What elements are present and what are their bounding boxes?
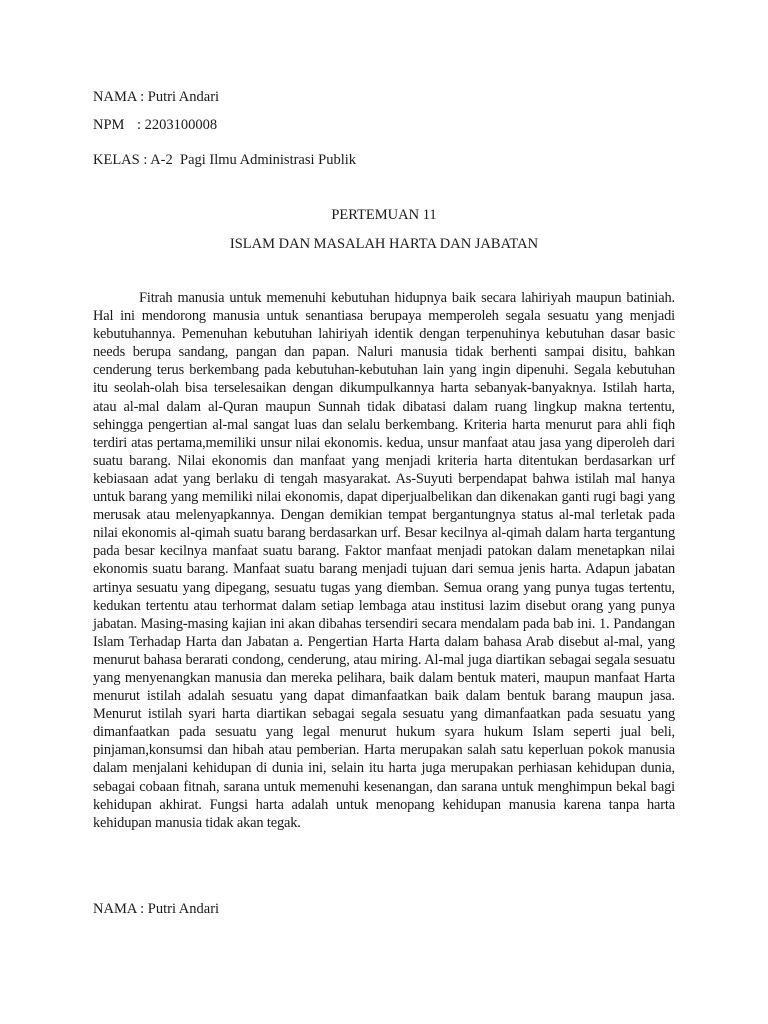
footer-student-name: NAMA : Putri Andari: [93, 901, 220, 917]
body-paragraph: Fitrah manusia untuk memenuhi kebutuhan hidupnya baik secara lahiriyah maupun batiniah. Hal ini mendorong manusia untuk senantiasa berupaya memperoleh segala sesuatu yang menjadi kebutuhannya. Pemenuhan kebutuhan lahiriyah identik dengan terpenuhinya kebutuhan dasar basic needs berupa sandang, pangan dan papan. Naluri manusia tidak berhenti sampai disitu, bahkan cenderung terus berkembang pada kebutuhan-kebutuhan lain yang ingin dipenuhi. Segala kebutuhan itu seolah-olah bisa terselesaikan dengan dikumpulkannya harta sebanyak-banyaknya. Istilah harta, atau al-mal dalam al-Quran maupun Sunnah tidak dibatasi dalam ruang lingkup makna tertentu, sehingga pengertian al-mal sangat luas dan selalu berkembang. Kriteria harta menurut para ahli fiqh terdiri atas pertama,memiliki unsur nilai ekonomis. kedua, unsur manfaat atau jasa yang diperoleh dari suatu barang. Nilai ekonomis dan manfaat yang menjadi kriteria harta ditentukan berdasarkan urf kebiasaan adat yang berlaku di tengah masyarakat. As-Suyuti berpendapat bahwa istilah mal hanya untuk barang yang memiliki nilai ekonomis, dapat diperjualbelikan dan dikenakan ganti rugi bagi yang merusak atau melenyapkannya. Dengan demikian tempat bergantungnya status al-mal terletak pada nilai ekonomis al-qimah suatu barang berdasarkan urf. Besar kecilnya al-qimah dalam harta tergantung pada besar kecilnya manfaat suatu barang. Faktor manfaat menjadi patokan dalam menetapkan nilai ekonomis suatu barang. Manfaat suatu barang menjadi tujuan dari semua jenis harta. Adapun jabatan artinya sesuatu yang dipegang, sesuatu tugas yang diemban. Semua orang yang punya tugas tertentu, kedukan tertentu atau terhormat dalam setiap lembaga atau institusi lazim disebut orang yang punya jabatan. Masing-masing kajian ini akan dibahas tersendiri secara mendalam pada bab ini. 1. Pandangan Islam Terhadap Harta dan Jabatan a. Pengertian Harta Harta dalam bahasa Arab disebut al-mal, yang menurut bahasa berarati condong, cenderung, atau miring. Al-mal juga diartikan sebagai segala sesuatu yang menyenangkan manusia dan mereka pelihara, baik dalam bentuk materi, maupun manfaat Harta menurut istilah adalah sesuatu yang dapat dimanfaatkan baik dalam bentuk barang maupun jasa. Menurut istilah syari harta diartikan sebagai segala sesuatu yang dimanfaatkan pada sesuatu yang dimanfaatkan pada sesuatu yang legal menurut hukum syara hukum Islam seperti jual beli, pinjaman,konsumsi dan hibah atau pemberian. Harta merupakan salah satu keperluan pokok manusia dalam menjalani kehidupan di dunia ini, selain itu harta juga merupakan perhiasan kehidupan dunia, sebagai cobaan fitnah, sarana untuk memenuhi kesenangan, dan sarana untuk menghimpun bekal bagi kehidupan akhirat. Fungsi harta adalah untuk menopang kehidupan manusia karena tanpa harta kehidupan manusia tidak akan tegak.: [93, 290, 675, 831]
student-npm: [93, 116, 217, 134]
document-title: ISLAM DAN MASALAH HARTA DAN JABATAN: [229, 236, 539, 252]
student-name: NAMA : Putri Andari: [93, 89, 220, 105]
student-class: KELAS : A-2 Pagi Ilmu Administrasi Publik: [93, 152, 357, 168]
meeting-title: PERTEMUAN 11: [331, 207, 437, 223]
npm-label: NPM: [93, 117, 125, 133]
npm-value: : 2203100008: [137, 117, 218, 133]
